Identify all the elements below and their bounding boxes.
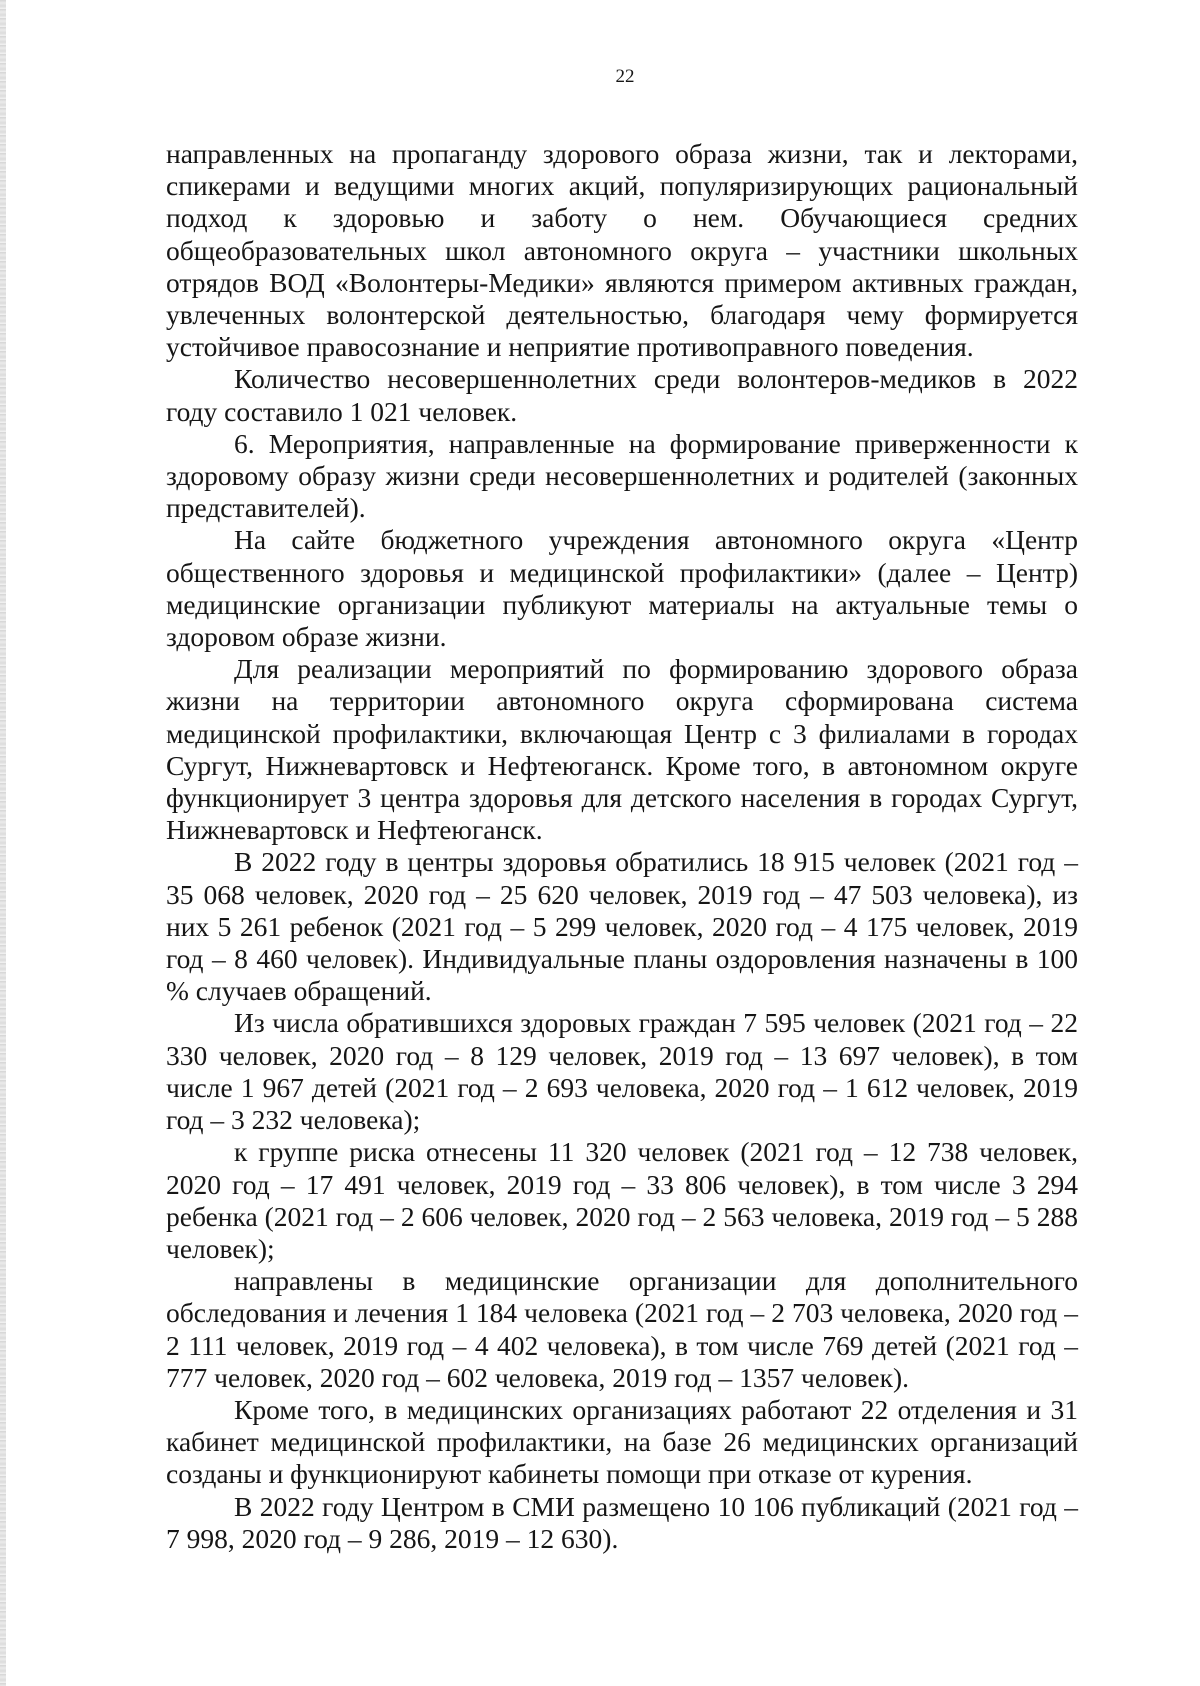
paragraph-volunteers-count: Количество несовершеннолетних среди волонтеров-медиков в 2022 году составило 1 021 человек. <box>166 363 1078 427</box>
paragraph-risk-group: к группе риска отнесены 11 320 человек (2021 год – 12 738 человек, 2020 год – 17 491 человек, 2019 год – 33 806 человек), в том числе 3 294 ребенка (2021 год – 2 606 человек, 2020 год – 2 563 человека, 2019 год – 5 288 человек); <box>166 1136 1078 1264</box>
paragraph-referrals: направлены в медицинские организации для дополнительного обследования и лечения 1 184 человека (2021 год – 2 703 человека, 2020 год – 2 111 человек, 2019 год – 4 402 человека), в том числе 769 детей (2021 год – 777 человек, 2020 год – 602 человека, 2019 год – 1357 человек). <box>166 1265 1078 1393</box>
body-text <box>166 138 1078 1555</box>
page-number: 22 <box>615 66 635 87</box>
paragraph-prevention-system: Для реализации мероприятий по формированию здорового образа жизни на территории автономного округа сформирована система медицинской профилактики, включающая Центр с 3 филиалами в городах Сургут, Нижневартовск и Нефтеюганск. Кроме того, в автономном округе функционирует 3 центра здоровья для детского населения в городах Сургут, Нижневартовск и Нефтеюганск. <box>166 653 1078 846</box>
paragraph-health-centers-visits: В 2022 году в центры здоровья обратились 18 915 человек (2021 год – 35 068 человек, 2020 год – 25 620 человек, 2019 год – 47 503 человека), из них 5 261 ребенок (2021 год – 5 299 человек, 2020 год – 4 175 человек, 2019 год – 8 460 человек). Индивидуальные планы оздоровления назначены в 100 % случаев обращений. <box>166 846 1078 1007</box>
paragraph-volunteers-continued: направленных на пропаганду здорового образа жизни, так и лекторами, спикерами и ведущими многих акций, популяризирующих рациональный подход к здоровью и заботу о нем. Обучающиеся средних общеобразовательных школ автономного округа – участники школьных отрядов ВОД «Волонтеры-Медики» являются примером активных граждан, увлеченных волонтерской деятельностью, благодаря чему формируется устойчивое правосознание и неприятие противоправного поведения. <box>166 138 1078 363</box>
paragraph-media-publications: В 2022 году Центром в СМИ размещено 10 106 публикаций (2021 год – 7 998, 2020 год – 9 286, 2019 – 12 630). <box>166 1490 1078 1554</box>
paragraph-center-website: На сайте бюджетного учреждения автономного округа «Центр общественного здоровья и медицинской профилактики» (далее – Центр) медицинские организации публикуют материалы на актуальные темы о здоровом образе жизни. <box>166 524 1078 653</box>
section-heading-healthy-lifestyle: 6. Мероприятия, направленные на формирование приверженности к здоровому образу жизни среди несовершеннолетних и родителей (законных представителей). <box>166 427 1078 524</box>
paragraph-prevention-departments: Кроме того, в медицинских организациях работают 22 отделения и 31 кабинет медицинской профилактики, на базе 26 медицинских организаций созданы и функционируют кабинеты помощи при отказе от курения. <box>166 1393 1078 1490</box>
paragraph-healthy-citizens: Из числа обратившихся здоровых граждан 7 595 человек (2021 год – 22 330 человек, 2020 год – 8 129 человек, 2019 год – 13 697 человек), в том числе 1 967 детей (2021 год – 2 693 человека, 2020 год – 1 612 человек, 2019 год – 3 232 человека); <box>166 1007 1078 1136</box>
